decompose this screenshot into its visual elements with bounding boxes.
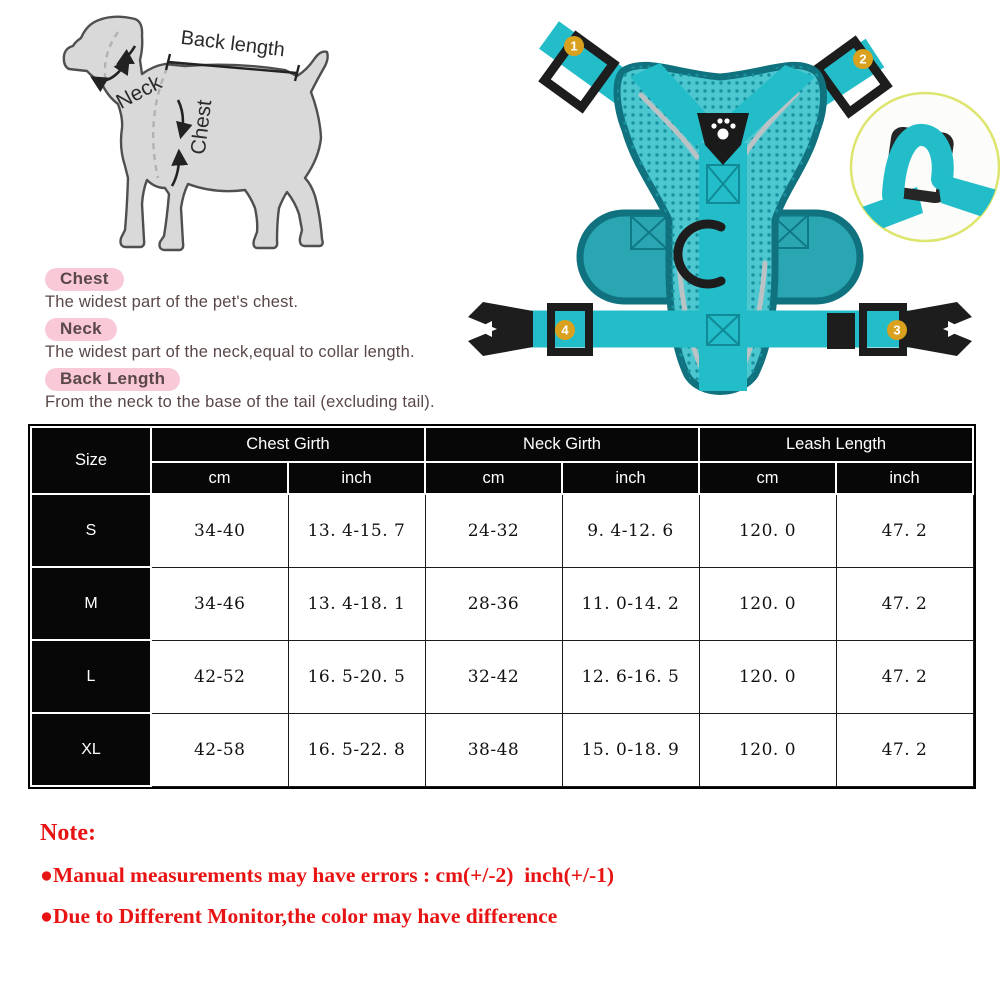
chest-cm-value: 34-40 [151, 494, 288, 567]
note-section [40, 820, 740, 929]
note-item-monitor-color: ●Due to Different Monitor,the color may have difference [40, 904, 558, 928]
leash-inch-header: inch [836, 462, 973, 494]
size-label: M [31, 567, 151, 640]
leash-cm-header: cm [699, 462, 836, 494]
table-row-xl [31, 713, 973, 786]
neck-girth-group-header: Neck Girth [425, 427, 699, 462]
neck-cm-header: cm [425, 462, 562, 494]
back-length-term-pill: Back Length [45, 368, 180, 391]
neck-cm-value: 28-36 [425, 567, 562, 640]
chest-inch-value: 13. 4-18. 1 [288, 567, 425, 640]
size-chart-table [30, 426, 974, 787]
size-label: S [31, 494, 151, 567]
belly-slider-right [827, 313, 855, 349]
buckle-detail-inset [839, 93, 1000, 247]
chest-girth-group-header: Chest Girth [151, 427, 425, 462]
leash-cm-value: 120. 0 [699, 640, 836, 713]
chest-cm-value: 42-52 [151, 640, 288, 713]
size-chart-table-wrapper [28, 424, 976, 789]
chest-cm-value: 42-58 [151, 713, 288, 786]
side-release-buckle-right [907, 302, 972, 356]
table-row-m [31, 567, 973, 640]
definition-back-length [45, 368, 475, 412]
leash-inch-value: 47. 2 [836, 713, 973, 786]
leash-cm-value: 120. 0 [699, 494, 836, 567]
harness-product-photo [445, 15, 1000, 420]
back-length-label: Back length [179, 26, 286, 62]
badge-2 [853, 49, 873, 69]
neck-cm-value: 38-48 [425, 713, 562, 786]
chest-inch-value: 13. 4-15. 7 [288, 494, 425, 567]
neck-inch-header: inch [562, 462, 699, 494]
size-label: L [31, 640, 151, 713]
chest-inch-value: 16. 5-22. 8 [288, 713, 425, 786]
leash-length-group-header: Leash Length [699, 427, 973, 462]
neck-inch-value: 11. 0-14. 2 [562, 567, 699, 640]
chest-cm-header: cm [151, 462, 288, 494]
neck-definition-text: The widest part of the neck,equal to collar length. [45, 343, 415, 361]
table-row-l [31, 640, 973, 713]
neck-term-pill: Neck [45, 318, 117, 341]
leash-inch-value: 47. 2 [836, 640, 973, 713]
leash-inch-value: 47. 2 [836, 567, 973, 640]
chest-cm-value: 34-46 [151, 567, 288, 640]
side-release-buckle-left [468, 302, 533, 356]
chest-label: Chest [186, 98, 217, 156]
neck-inch-value: 12. 6-16. 5 [562, 640, 699, 713]
back-length-definition-text: From the neck to the base of the tail (excluding tail). [45, 393, 435, 411]
note-item-measurement-error: ●Manual measurements may have errors : cm(+/-2) inch(+/-1) [40, 863, 615, 887]
leash-cm-value: 120. 0 [699, 713, 836, 786]
neck-inch-value: 15. 0-18. 9 [562, 713, 699, 786]
neck-cm-value: 24-32 [425, 494, 562, 567]
svg-text:4: 4 [561, 322, 569, 338]
badge-4 [555, 320, 575, 340]
note-title: Note: [40, 820, 96, 846]
leash-inch-value: 47. 2 [836, 494, 973, 567]
leash-cm-value: 120. 0 [699, 567, 836, 640]
svg-text:3: 3 [893, 322, 901, 338]
size-column-header: Size [31, 427, 151, 494]
dog-measure-diagram [15, 8, 345, 266]
svg-text:2: 2 [859, 51, 867, 67]
chest-term-pill: Chest [45, 268, 124, 291]
definition-chest [45, 268, 475, 312]
chest-inch-value: 16. 5-20. 5 [288, 640, 425, 713]
definition-neck [45, 318, 475, 362]
badge-1 [564, 36, 584, 56]
chest-inch-header: inch [288, 462, 425, 494]
chest-definition-text: The widest part of the pet's chest. [45, 293, 299, 311]
neck-inch-value: 9. 4-12. 6 [562, 494, 699, 567]
svg-text:1: 1 [570, 38, 578, 54]
badge-3 [887, 320, 907, 340]
neck-label: Neck [112, 70, 166, 114]
neck-cm-value: 32-42 [425, 640, 562, 713]
table-row-s [31, 494, 973, 567]
size-label: XL [31, 713, 151, 786]
